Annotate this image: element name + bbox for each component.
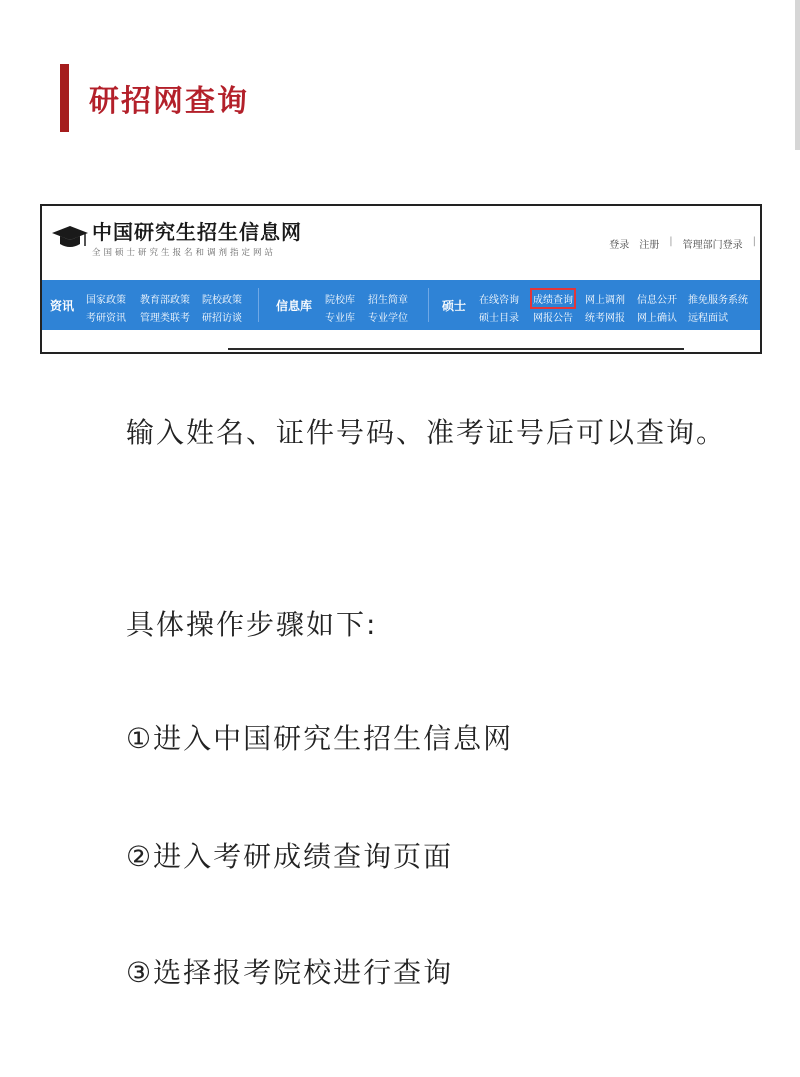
heading-accent-bar: [60, 64, 69, 132]
section-heading: [60, 64, 249, 132]
register-link[interactable]: 注册: [639, 240, 660, 251]
site-header: [42, 206, 760, 280]
nav-item[interactable]: 教育部政策: [140, 295, 190, 306]
site-subtitle: 全国硕士研究生报名和调剂指定网站: [92, 248, 277, 258]
link-separator: |: [752, 236, 756, 247]
intro-paragraph: 输入姓名、证件号码、准考证号后可以查询。: [126, 416, 727, 449]
scrollbar[interactable]: [795, 0, 800, 150]
site-nav-bar: [42, 280, 760, 330]
divider-line: [228, 348, 684, 350]
nav-divider: [428, 288, 429, 322]
nav-section-zixun[interactable]: 资讯: [50, 299, 75, 313]
nav-item[interactable]: 考研资讯: [86, 313, 126, 324]
nav-item[interactable]: 管理类联考: [140, 313, 190, 324]
site-content-edge: [42, 330, 760, 352]
graduation-cap-icon: [52, 224, 88, 252]
steps-heading: 具体操作步骤如下:: [126, 608, 378, 641]
nav-item[interactable]: 在线咨询: [479, 295, 519, 306]
nav-item[interactable]: 网报公告: [533, 313, 573, 324]
nav-item[interactable]: 网上调剂: [585, 295, 625, 306]
nav-item[interactable]: 推免服务系统: [688, 295, 748, 306]
admin-login-link[interactable]: 管理部门登录: [682, 240, 743, 251]
nav-item[interactable]: 专业学位: [368, 313, 408, 324]
nav-item[interactable]: 招生简章: [368, 295, 408, 306]
nav-section-shuoshi[interactable]: 硕士: [442, 299, 467, 313]
step-2: ②进入考研成绩查询页面: [126, 840, 454, 873]
step-1: ①进入中国研究生招生信息网: [126, 722, 514, 755]
heading-title: 研招网查询: [89, 84, 249, 119]
website-screenshot: [40, 204, 762, 354]
nav-item[interactable]: 网上确认: [637, 313, 677, 324]
nav-item[interactable]: 院校库: [325, 295, 355, 306]
nav-item[interactable]: 信息公开: [637, 295, 677, 306]
site-title: 中国研究生招生信息网: [92, 220, 302, 244]
nav-item[interactable]: 硕士目录: [479, 313, 519, 324]
login-link[interactable]: 登录: [609, 240, 630, 251]
score-query-link[interactable]: 成绩查询: [533, 291, 573, 306]
site-logo[interactable]: [52, 220, 302, 258]
nav-divider: [258, 288, 259, 322]
nav-item[interactable]: 院校政策: [202, 295, 242, 306]
nav-item[interactable]: 远程面试: [688, 313, 728, 324]
nav-item[interactable]: 统考网报: [585, 313, 625, 324]
link-separator: |: [669, 236, 673, 247]
step-3: ③选择报考院校进行查询: [126, 956, 454, 989]
nav-section-xinxiku[interactable]: 信息库: [276, 299, 313, 313]
top-links: [609, 236, 756, 251]
nav-item[interactable]: 研招访谈: [202, 313, 242, 324]
nav-item[interactable]: 专业库: [325, 313, 355, 324]
nav-item[interactable]: 国家政策: [86, 295, 126, 306]
